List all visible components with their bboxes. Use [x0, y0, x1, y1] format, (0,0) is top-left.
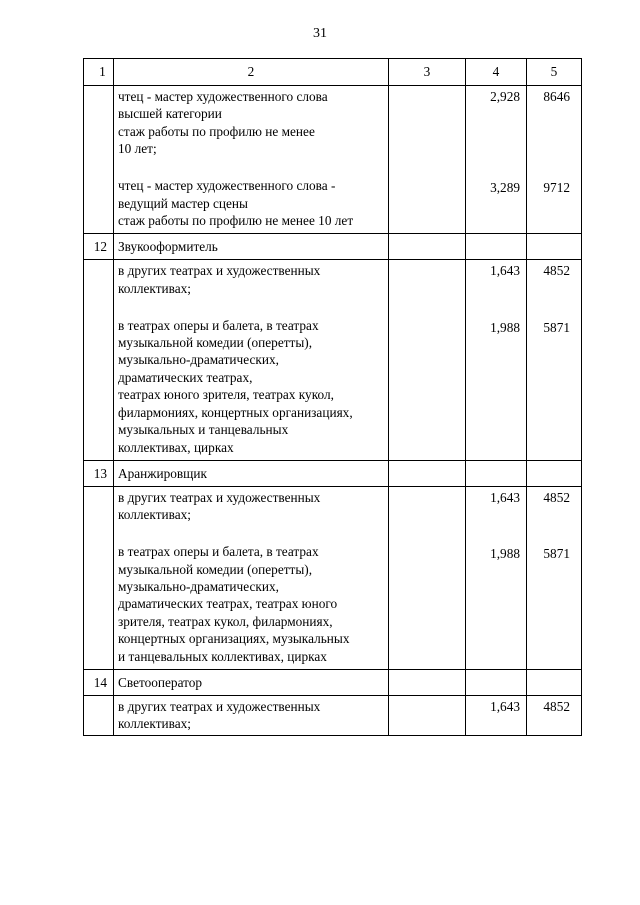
- condition-line: чтец - мастер художественного слова: [118, 89, 328, 104]
- condition-line: 10 лет;: [118, 141, 157, 157]
- empty-cell: [527, 234, 582, 260]
- coefficient-value: 1,643: [490, 489, 520, 505]
- column-header-2: 2: [114, 59, 389, 86]
- condition-line: коллективах, цирках: [118, 439, 234, 455]
- coefficient-value: 1,988: [490, 546, 520, 562]
- row-number: 12: [84, 234, 114, 260]
- condition-line: и танцевальных коллективах, цирках: [118, 648, 327, 664]
- condition-line: высшей категории: [118, 106, 222, 122]
- condition-line: музыкальной комедии (оперетты),: [118, 335, 313, 351]
- salary-cell: [527, 486, 582, 669]
- salary-value: 9712: [543, 180, 570, 196]
- condition-line: музыкальной комедии (оперетты),: [118, 561, 313, 577]
- condition-line: чтец - мастер художественного слова -: [118, 178, 336, 194]
- row-number: 13: [84, 460, 114, 486]
- condition-cell: [114, 696, 389, 736]
- empty-cell: [466, 234, 527, 260]
- column-header-3: 3: [389, 59, 466, 86]
- condition-line: коллективах;: [118, 716, 191, 732]
- condition-line: в других театрах и художественных: [118, 489, 321, 505]
- condition-text: [118, 487, 385, 524]
- salary-value: 5871: [543, 546, 570, 562]
- position-title-row: [84, 460, 582, 486]
- column-header-5: 5: [527, 59, 582, 86]
- empty-cell: [84, 86, 114, 234]
- position-title: Светооператор: [114, 670, 389, 696]
- row-number: 14: [84, 670, 114, 696]
- condition-line: ведущий мастер сцены: [118, 195, 248, 211]
- condition-line: музыкальных и танцевальных: [118, 422, 289, 438]
- empty-cell: [84, 486, 114, 669]
- condition-line: стаж работы по профилю не менее: [118, 123, 315, 139]
- condition-text: [118, 86, 385, 158]
- empty-cell: [389, 234, 466, 260]
- condition-line: филармониях, концертных организациях,: [118, 404, 353, 420]
- condition-line: в театрах оперы и балета, в театрах: [118, 544, 319, 560]
- empty-cell: [527, 670, 582, 696]
- empty-cell: [389, 696, 466, 736]
- coefficient-cell: [466, 260, 527, 461]
- salary-cell: [527, 86, 582, 234]
- empty-cell: [466, 460, 527, 486]
- empty-cell: [389, 670, 466, 696]
- column-header-4: 4: [466, 59, 527, 86]
- condition-line: концертных организациях, музыкальных: [118, 631, 350, 647]
- salary-value: 4852: [543, 489, 570, 505]
- condition-line: музыкально-драматических,: [118, 352, 279, 368]
- coefficient-value: 1,988: [490, 319, 520, 335]
- coefficient-value: 1,643: [490, 263, 520, 279]
- condition-line: зрителя, театрах кукол, филармониях,: [118, 613, 333, 629]
- condition-line: в других театрах и художественных: [118, 263, 321, 279]
- coefficient-cell: [466, 86, 527, 234]
- coefficient-value: 3,289: [490, 180, 520, 196]
- condition-line: стаж работы по профилю не менее 10 лет: [118, 212, 354, 228]
- empty-cell: [84, 260, 114, 461]
- condition-cell: [114, 86, 389, 234]
- coefficient-value: 1,643: [490, 699, 520, 715]
- salary-value: 8646: [543, 89, 570, 104]
- salary-cell: [527, 260, 582, 461]
- salary-table: [83, 58, 582, 736]
- position-title-row: [84, 234, 582, 260]
- condition-line: музыкально-драматических,: [118, 579, 279, 595]
- position-title: Аранжировщик: [114, 460, 389, 486]
- condition-cell: [114, 260, 389, 461]
- condition-line: в театрах оперы и балета, в театрах: [118, 317, 319, 333]
- condition-line: коллективах;: [118, 280, 191, 296]
- empty-cell: [389, 486, 466, 669]
- condition-line: театрах юного зрителя, театрах кукол,: [118, 387, 334, 403]
- empty-cell: [527, 460, 582, 486]
- condition-line: драматических театрах, театрах юного: [118, 596, 338, 612]
- condition-cell: [114, 486, 389, 669]
- empty-cell: [84, 696, 114, 736]
- column-header-1: 1: [84, 59, 114, 86]
- empty-cell: [389, 260, 466, 461]
- coefficient-value: 2,928: [490, 89, 520, 104]
- empty-cell: [389, 460, 466, 486]
- position-detail-row: [84, 260, 582, 461]
- coefficient-cell: [466, 486, 527, 669]
- condition-text: [118, 541, 385, 665]
- salary-value: 4852: [543, 699, 570, 715]
- position-detail-row: [84, 86, 582, 234]
- condition-line: коллективах;: [118, 507, 191, 523]
- empty-cell: [466, 670, 527, 696]
- condition-text: [118, 175, 385, 229]
- coefficient-cell: [466, 696, 527, 736]
- condition-text: [118, 696, 385, 733]
- position-title-row: [84, 670, 582, 696]
- table-header-row: [84, 59, 582, 86]
- condition-line: драматических театрах,: [118, 369, 253, 385]
- position-title: Звукооформитель: [114, 234, 389, 260]
- salary-cell: [527, 696, 582, 736]
- salary-value: 4852: [543, 263, 570, 279]
- salary-value: 5871: [543, 319, 570, 335]
- condition-line: в других театрах и художественных: [118, 699, 321, 715]
- condition-text: [118, 260, 385, 297]
- position-detail-row: [84, 486, 582, 669]
- page-number: 31: [313, 26, 327, 41]
- condition-text: [118, 315, 385, 456]
- empty-cell: [389, 86, 466, 234]
- position-detail-row: [84, 696, 582, 736]
